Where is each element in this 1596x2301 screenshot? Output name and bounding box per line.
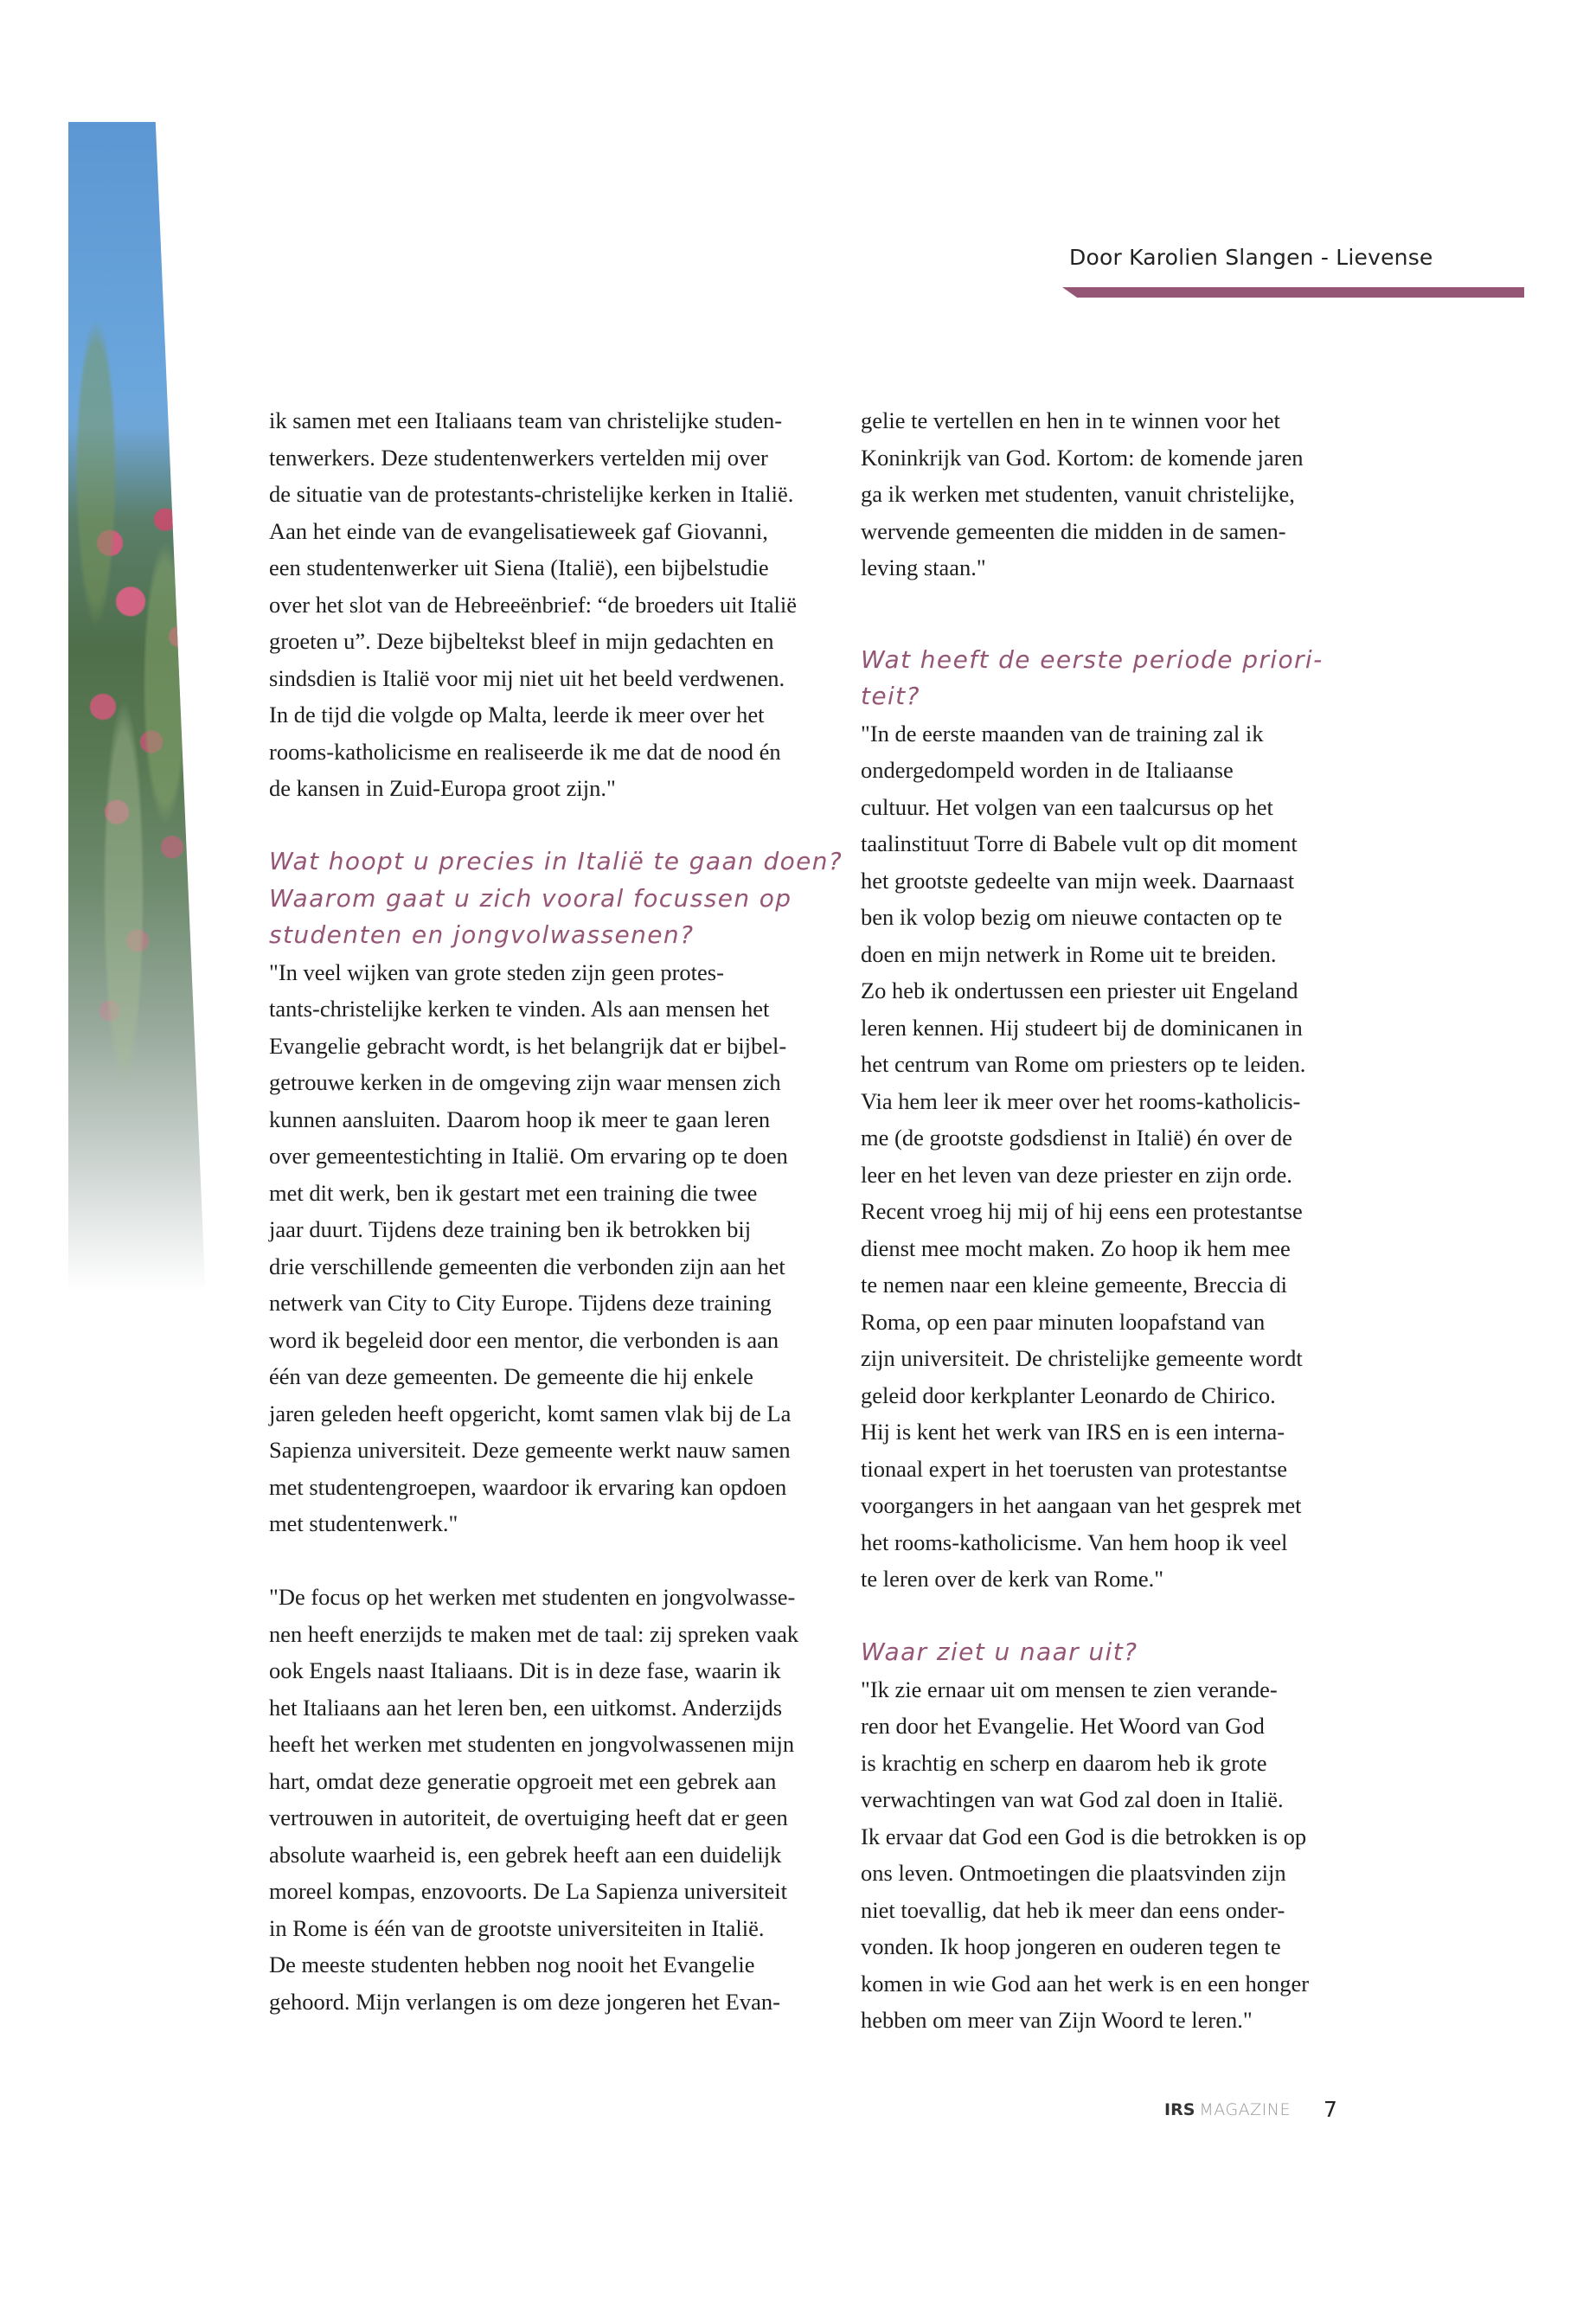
text-line: tionaal expert in het toerusten van protestantse [861, 1455, 1288, 1482]
text-line: vonden. Ik hoop jongeren en ouderen tegen te [861, 1933, 1281, 1959]
paragraph [861, 1671, 1380, 2039]
text-line: groeten u”. Deze bijbeltekst bleef in mijn gedachten en [269, 628, 774, 654]
text-line: niet toevallig, dat heb ik meer dan eens onder- [861, 1896, 1285, 1923]
text-line: Ik ervaar dat God een God is die betrokken is op [861, 1823, 1307, 1849]
text-line: ook Engels naast Italiaans. Dit is in deze fase, waarin ik [269, 1657, 781, 1683]
text-line: taalinstituut Torre di Babele vult op dit moment [861, 830, 1298, 856]
text-line: het Italiaans aan het leren ben, een uitkomst. Anderzijds [269, 1694, 783, 1721]
right-column [861, 402, 1380, 2039]
paragraph [269, 1579, 857, 2020]
text-line: jaar duurt. Tijdens deze training ben ik betrokken bij [269, 1216, 752, 1242]
spacer [269, 807, 857, 844]
text-line: is krachtig en scherp en daarom heb ik grote [861, 1749, 1267, 1776]
text-line: me (de grootste godsdienst in Italië) én over de [861, 1125, 1292, 1150]
magazine-label: MAGAZINE [1199, 2100, 1292, 2119]
text-line: wervende gemeenten die midden in de samen- [861, 517, 1286, 544]
paragraph [269, 402, 857, 807]
text-line: leving staan." [861, 554, 986, 580]
text-line: rooms-katholicisme en realiseerde ik me dat de nood én [269, 738, 781, 765]
text-line: gelie te vertellen en hen in te winnen voor het [861, 407, 1280, 433]
text-line: sindsdien is Italië voor mij niet uit het beeld verdwenen. [269, 664, 785, 691]
text-line: te nemen naar een kleine gemeente, Breccia di [861, 1272, 1287, 1298]
text-line: Recent vroeg hij mij of hij eens een protestantse [861, 1198, 1303, 1224]
text-line: Via hem leer ik meer over het rooms-katholicis- [861, 1087, 1301, 1114]
text-line: kunnen aansluiten. Daarom hoop ik meer te gaan leren [269, 1106, 771, 1132]
text-line: jaren geleden heeft opgericht, komt samen vlak bij de La [269, 1400, 792, 1426]
text-line: absolute waarheid is, een gebrek heeft aan een duidelijk [269, 1841, 782, 1868]
text-line: cultuur. Het volgen van een taalcursus op het [861, 793, 1273, 820]
text-line: één van deze gemeenten. De gemeente die hij enkele [269, 1363, 753, 1389]
text-line: ik samen met een Italiaans team van christelijke studen- [269, 407, 783, 433]
text-line: ga ik werken met studenten, vanuit christelijke, [861, 481, 1295, 507]
spacer [861, 586, 1380, 642]
heading-line: Waarom gaat u zich vooral focussen op [269, 883, 792, 913]
text-line: met studentengroepen, waardoor ik ervaring kan opdoen [269, 1473, 787, 1500]
text-line: over gemeentestichting in Italië. Om ervaring op te doen [269, 1143, 788, 1169]
text-line: het centrum van Rome om priesters op te leiden. [861, 1051, 1306, 1077]
text-line: zijn universiteit. De christelijke gemeente wordt [861, 1345, 1303, 1371]
text-line: Roma, op een paar minuten loopafstand van [861, 1308, 1266, 1335]
text-line: "In veel wijken van grote steden zijn geen protes- [269, 958, 724, 985]
flower-photo-strip [68, 122, 207, 1292]
paragraph [269, 954, 857, 1542]
paragraph [861, 715, 1380, 1598]
text-line: tants-christelijke kerken te vinden. Als aan mensen het [269, 996, 770, 1022]
text-line: met dit werk, ben ik gestart met een training die twee [269, 1179, 758, 1206]
heading-line: Waar ziet u naar uit? [861, 1638, 1138, 1666]
text-line: moreel kompas, enzovoorts. De La Sapienza universiteit [269, 1878, 788, 1904]
text-line: "De focus op het werken met studenten en jongvolwasse- [269, 1584, 796, 1610]
text-line: tenwerkers. Deze studentenwerkers vertelden mij over [269, 444, 768, 471]
text-line: voorgangers in het aangaan van het gesprek met [861, 1492, 1302, 1518]
text-line: vertrouwen in autoriteit, de overtuiging heeft dat er geen [269, 1804, 788, 1830]
text-line: ren door het Evangelie. Het Woord van God [861, 1713, 1265, 1739]
text-line: ben ik volop bezig om nieuwe contacten op te [861, 904, 1283, 930]
text-line: Hij is kent het werk van IRS en is een interna- [861, 1419, 1285, 1445]
spacer [861, 1598, 1380, 1635]
text-line: het rooms-katholicisme. Van hem hoop ik veel [861, 1529, 1288, 1555]
text-line: Evangelie gebracht wordt, is het belangrijk dat er bijbel- [269, 1032, 787, 1059]
text-line: heeft het werken met studenten en jongvolwassenen mijn [269, 1731, 795, 1757]
text-line: verwachtingen van wat God zal doen in Italië. [861, 1786, 1284, 1812]
text-line: ondergedompeld worden in de Italiaanse [861, 757, 1234, 783]
text-line: Zo heb ik ondertussen een priester uit Engeland [861, 977, 1298, 1003]
text-line: leren kennen. Hij studeert bij de dominicanen in [861, 1014, 1303, 1041]
page-number: 7 [1324, 2097, 1337, 2122]
text-line: nen heeft enerzijds te maken met de taal: zij spreken vaak [269, 1620, 799, 1647]
text-line: "In de eerste maanden van de training zal ik [861, 720, 1264, 747]
magazine-brand: IRS [1164, 2100, 1195, 2119]
text-line: De meeste studenten hebben nog nooit het Evangelie [269, 1952, 755, 1977]
text-line: netwerk van City to City Europe. Tijdens deze training [269, 1290, 772, 1316]
text-line: In de tijd die volgde op Malta, leerde ik meer over het [269, 702, 765, 727]
text-line: dienst mee mocht maken. Zo hoop ik hem mee [861, 1234, 1291, 1261]
paragraph [861, 402, 1380, 586]
page-footer [1164, 2097, 1337, 2122]
text-line: met studentenwerk." [269, 1510, 458, 1536]
text-line: word ik begeleid door een mentor, die verbonden is aan [269, 1326, 779, 1353]
section-heading [861, 1634, 1380, 1671]
heading-line: Wat heeft de eerste periode priori- [861, 644, 1324, 674]
text-line: Sapienza universiteit. Deze gemeente werkt nauw samen [269, 1437, 791, 1463]
text-line: in Rome is één van de grootste universiteiten in Italië. [269, 1914, 765, 1941]
author-byline: Door Karolien Slangen - Lievense [1069, 245, 1433, 270]
section-heading [861, 642, 1380, 715]
text-line: Aan het einde van de evangelisatieweek gaf Giovanni, [269, 517, 768, 544]
byline-accent-bar [1062, 287, 1524, 298]
text-line: te leren over de kerk van Rome." [861, 1566, 1164, 1592]
text-line: getrouwe kerken in de omgeving zijn waar mensen zich [269, 1069, 781, 1095]
section-heading [269, 843, 857, 954]
heading-line: teit? [861, 682, 920, 710]
text-line: "Ik zie ernaar uit om mensen te zien verande- [861, 1676, 1278, 1702]
text-line: de situatie van de protestants-christelijke kerken in Italië. [269, 481, 794, 507]
text-line: gehoord. Mijn verlangen is om deze jongeren het Evan- [269, 1988, 780, 2015]
heading-line: Wat hoopt u precies in Italië te gaan doen? [269, 847, 843, 875]
text-line: komen in wie God aan het werk is en een honger [861, 1970, 1310, 1997]
text-line: hart, omdat deze generatie opgroeit met een gebrek aan [269, 1767, 777, 1794]
text-line: drie verschillende gemeenten die verbonden zijn aan het [269, 1253, 785, 1279]
text-line: ons leven. Ontmoetingen die plaatsvinden zijn [861, 1860, 1286, 1886]
left-column [269, 402, 857, 2020]
text-line: het grootste gedeelte van mijn week. Daarnaast [861, 867, 1295, 894]
text-line: doen en mijn netwerk in Rome uit te breiden. [861, 940, 1277, 967]
text-line: over het slot van de Hebreeënbrief: “de broeders uit Italië [269, 591, 797, 618]
text-line: Koninkrijk van God. Kortom: de komende jaren [861, 444, 1304, 471]
text-line: een studentenwerker uit Siena (Italië), een bijbelstudie [269, 554, 769, 580]
heading-line: studenten en jongvolwassenen? [269, 920, 695, 949]
spacer [269, 1542, 857, 1580]
text-line: hebben om meer van Zijn Woord te leren." [861, 2007, 1253, 2033]
text-line: leer en het leven van deze priester en zijn orde. [861, 1161, 1292, 1188]
text-line: geleid door kerkplanter Leonardo de Chirico. [861, 1381, 1276, 1408]
text-line: de kansen in Zuid-Europa groot zijn." [269, 775, 616, 801]
